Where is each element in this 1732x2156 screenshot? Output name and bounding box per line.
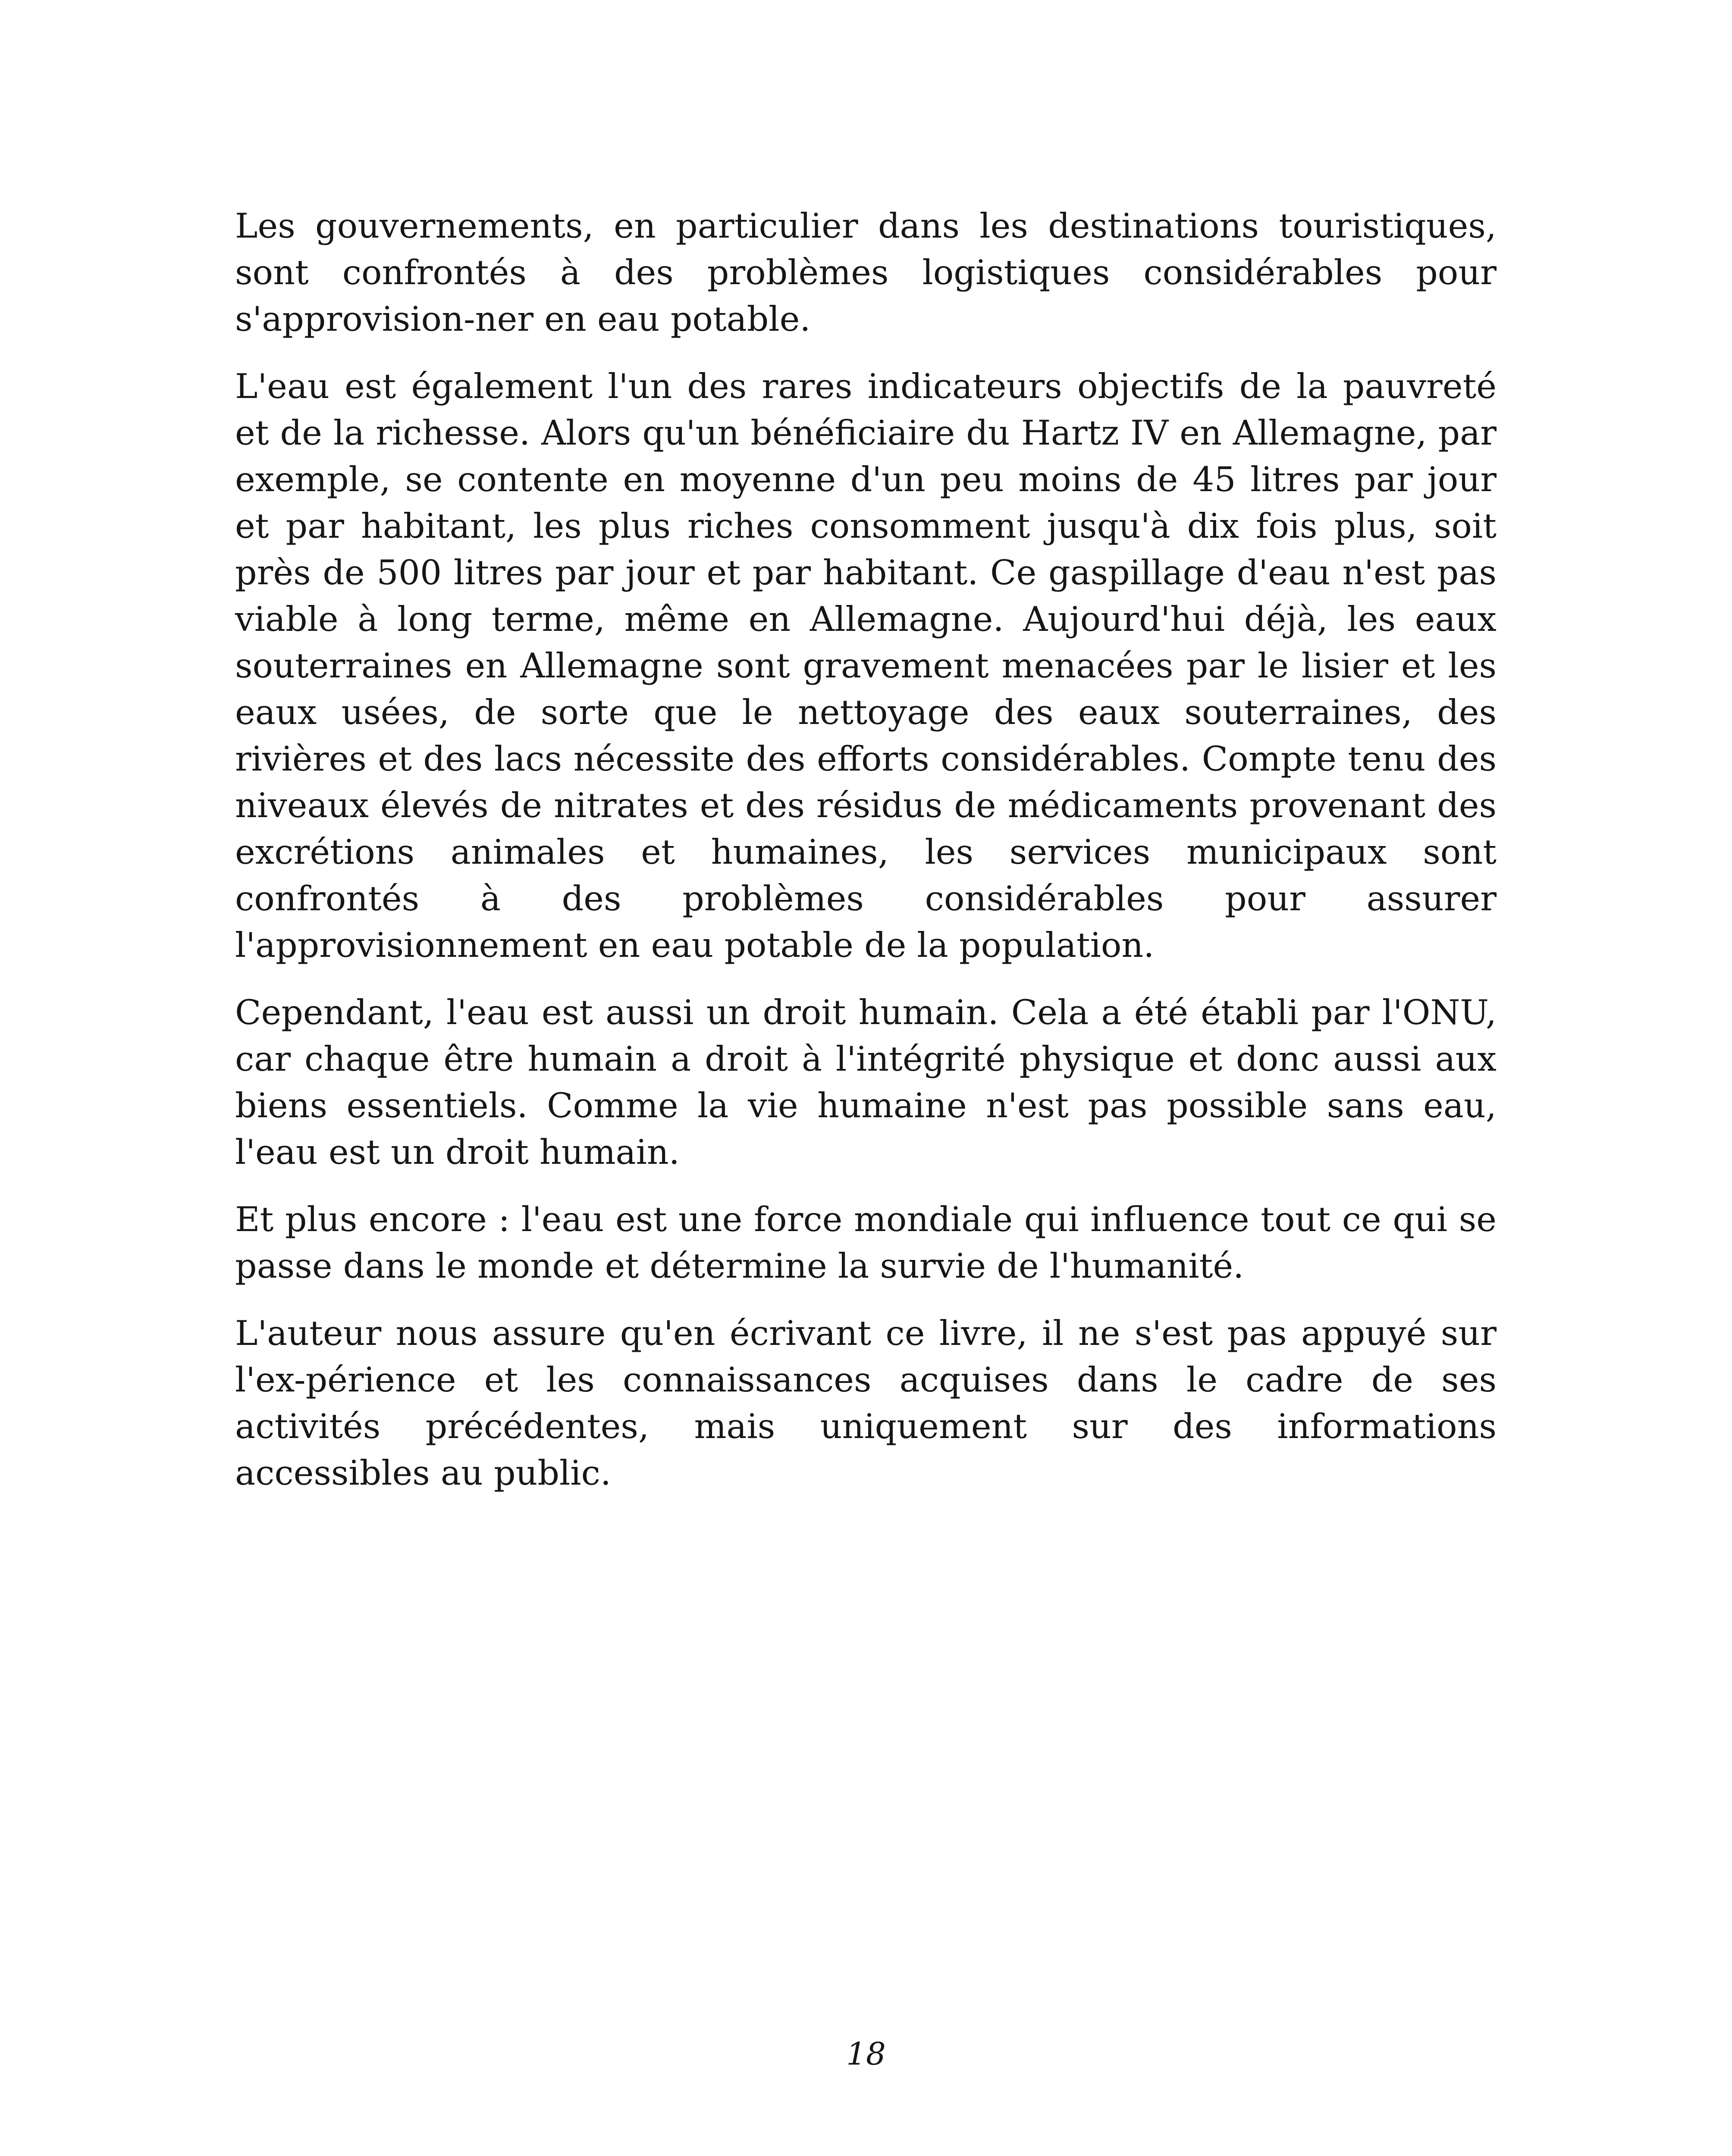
- paragraph-water-poverty-indicator: L'eau est également l'un des rares indicateurs objectifs de la pauvreté et de la richesse. Alors qu'un bénéficiaire du Hartz IV en Allemagne, par exemple, se contente en moyenne d'un peu moins de 45 litres par jour et par habitant, les plus riches consomment jusqu'à dix fois plus, soit près de 500 litres par jour et par habitant. Ce gaspillage d'eau n'est pas viable à long terme, même en Allemagne. Aujourd'hui déjà, les eaux souterraines en Allemagne sont gravement menacées par le lisier et les eaux usées, de sorte que le nettoyage des eaux souterraines, des rivières et des lacs nécessite des efforts considérables. Compte tenu des niveaux élevés de nitrates et des résidus de médicaments provenant des excrétions animales et humaines, les services municipaux sont confrontés à des problèmes considérables pour assurer l'approvisionnement en eau potable de la population.: [235, 367, 1497, 965]
- paragraph-water-human-right: Cependant, l'eau est aussi un droit humain. Cela a été établi par l'ONU, car chaque être humain a droit à l'intégrité physique et donc aussi aux biens essentiels. Comme la vie humaine n'est pas possible sans eau, l'eau est un droit humain.: [235, 993, 1497, 1172]
- page-number: 18: [846, 2036, 886, 2072]
- paragraph-author-statement: L'auteur nous assure qu'en écrivant ce livre, il ne s'est pas appuyé sur l'ex-périence et les connaissances acquises dans le cadre de ses activités précédentes, mais uniquement sur des informations accessibles au public.: [235, 1313, 1497, 1493]
- body-text: [235, 203, 1497, 1517]
- paragraph-water-global-force: Et plus encore : l'eau est une force mondiale qui influence tout ce qui se passe dans le monde et détermine la survie de l'humanité.: [235, 1200, 1497, 1286]
- paragraph-tourism-water-supply: Les gouvernements, en particulier dans les destinations touristiques, sont confrontés à des problèmes logistiques considérables pour s'approvision-ner en eau potable.: [235, 206, 1497, 339]
